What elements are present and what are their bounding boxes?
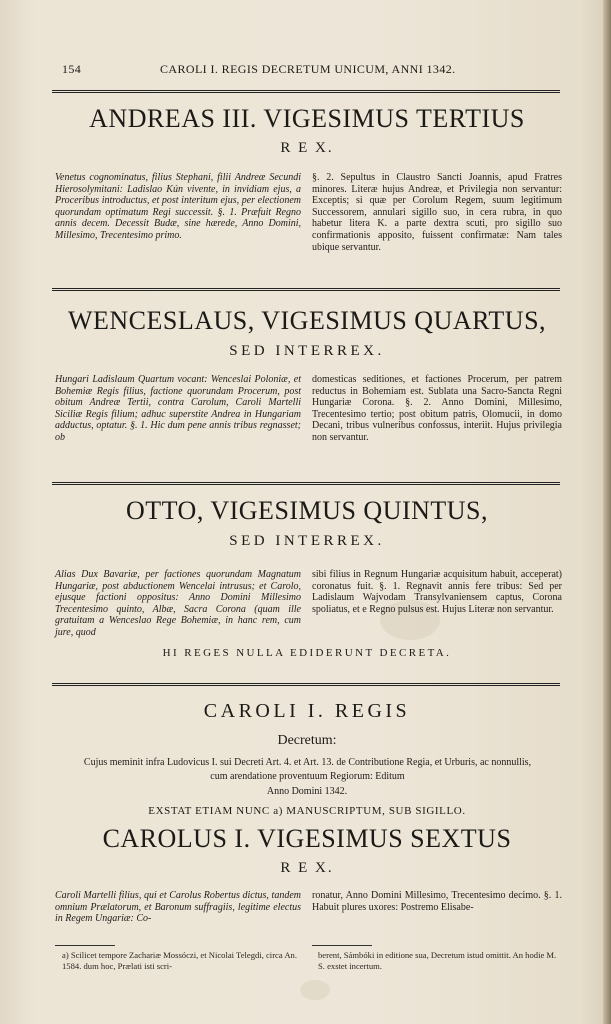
- paragraph-otto-right: sibi filius in Regnum Hungariæ acquisitum habuit, acceperat) coronatus fuit. §. 1. Regnavit annis fere tribus: Sed per Ladislaum Wajvodam Transylvaniensem captus, Corona spoliatus, et e Regno pulsus est. Hujus Literæ non servantur.: [312, 569, 562, 615]
- footnote-right: berent, Sámbóki in editione sua, Decretum istud omittit. An hodie M. S. exstet incertum.: [318, 950, 557, 971]
- running-title: CAROLI I. REGIS DECRETUM UNICUM, ANNI 1342.: [160, 62, 456, 76]
- column-right-wenceslaus: [312, 374, 562, 444]
- section-rule: [52, 683, 560, 686]
- column-right-otto: [312, 569, 562, 615]
- section-rule: [52, 288, 560, 291]
- paragraph-carolus-left: Caroli Martelli filius, qui et Carolus Robertus dictus, tandem omnium Prælatorum, et Baronum suffragiis, legitime electus in Regem Ungariæ: Co-: [55, 890, 301, 925]
- paragraph-wenceslaus-left: Hungari Ladislaum Quartum vocant: Wenceslai Poloniæ, et Bohemiæ Regis filius, factione quorundam Procerum, post obitum Andreæ Tertii, contra Carolum, Caroli Martelli Siciliæ Regis filium; adhuc superstite Andrea in Hungariam adductus, optatur. §. 1. Hic dum pene annis tribus regnasset; ob: [55, 374, 301, 443]
- manuscript-note: EXSTAT ETIAM NUNC a) MANUSCRIPTUM, SUB SIGILLO.: [148, 805, 466, 817]
- column-right-andreas: [312, 172, 562, 253]
- paragraph-carolus-right: ronatur, Anno Domini Millesimo, Trecentesimo decimo. §. 1. Habuit plures uxores: Postremo Elisabe-: [312, 890, 562, 913]
- column-left-carolus: [55, 890, 301, 925]
- footnote-left: a) Scilicet tempore Zachariæ Mossóczi, et Nicolai Telegdi, circa An. 1584. dum hoc, Prælati isti scri-: [62, 950, 298, 971]
- running-header: [62, 62, 562, 80]
- paragraph-andreas-right: §. 2. Sepultus in Claustro Sancti Joannis, apud Fratres minores. Literæ hujus Andreæ, et Privilegia non servantur: Exceptis; si quæ per Corolum Regem, suum legitimum Successorem, annulari sigillo suo, in cera rubra, in quo habetur litera K. a parte dextra scuti, pro sigillo suo confirmationis apposito, fuissent confirmatæ: Nam tales ubique servantur.: [312, 172, 562, 253]
- paragraph-andreas-left: Venetus cognominatus, filius Stephani, filii Andreæ Secundi Hierosolymitani: Ladislao Kún vivente, in invidiam ejus, a Proceribus introductus, et post interitum ejus, per electionem quorundam optimatum Regi successit. §. 1. Præfuit Regno annis decem. Decessit Budæ, sine hærede, Anno Domini, Millesimo, Trecentesimo primo.: [55, 172, 301, 241]
- section-title-carolus: CAROLUS I. VIGESIMUS SEXTUS: [102, 824, 512, 853]
- section-subtitle-rex: R E X.: [280, 140, 334, 156]
- note-no-decrees: HI REGES NULLA EDIDERUNT DECRETA.: [162, 647, 452, 659]
- column-left-wenceslaus: [55, 374, 301, 444]
- decree-intro: [75, 756, 540, 784]
- paragraph-wenceslaus-right: domesticas seditiones, et factiones Procerum, per patrem reductus in Bohemiam est. Sublata una Sacro-Sancta Regni Hungariæ Corona. §. 2. Anno Domini, Millesimo, Trecentesimo tertio; post obitum patris, Olomucii, in domo Decani, tribus vulneribus confossus, interiit. Hujus privilegia non servantur.: [312, 374, 562, 443]
- footnote-rule: [312, 945, 372, 946]
- page-number: 154: [62, 62, 82, 76]
- column-left-otto: [55, 569, 301, 639]
- paragraph-otto-left: Alias Dux Bavariæ, per factiones quorundam Magnatum Hungariæ, post abductionem Wencelai intrusus; et Carolo, ejusque factioni oppositus: Anno Domini Millesimo Trecentesimo quinto, Albæ, Sacra Corona (quam ille gratuitam a Wenceslao Rege Bohemiæ, in hanc rem, cum jure, quod: [55, 569, 301, 638]
- section-title-andreas: ANDREAS III. VIGESIMUS TERTIUS: [89, 104, 525, 133]
- column-right-carolus: [312, 890, 562, 913]
- section-subtitle-decretum: Decretum:: [277, 733, 337, 748]
- section-title-caroli: CAROLI I. REGIS: [203, 700, 411, 722]
- section-subtitle-interrex: SED INTERREX.: [229, 343, 385, 359]
- book-spine: [603, 0, 611, 1024]
- section-rule: [52, 90, 560, 93]
- footnote-rule: [55, 945, 115, 946]
- section-rule: [52, 482, 560, 485]
- column-left-andreas: [55, 172, 301, 242]
- section-title-wenceslaus: WENCESLAUS, VIGESIMUS QUARTUS,: [67, 306, 547, 335]
- decree-intro-text: Cujus meminit infra Ludovicus I. sui Decreti Art. 4. et Art. 13. de Contributione Regia, et Urburis, ac nonnullis, cum arendatione proventuum Regiorum: Editum: [83, 757, 532, 782]
- paper-stain: [300, 980, 330, 1000]
- section-subtitle-rex: R E X.: [280, 860, 334, 876]
- section-title-otto: OTTO, VIGESIMUS QUINTUS,: [125, 496, 489, 525]
- section-subtitle-interrex: SED INTERREX.: [229, 533, 385, 549]
- decree-year: Anno Domini 1342.: [266, 786, 348, 797]
